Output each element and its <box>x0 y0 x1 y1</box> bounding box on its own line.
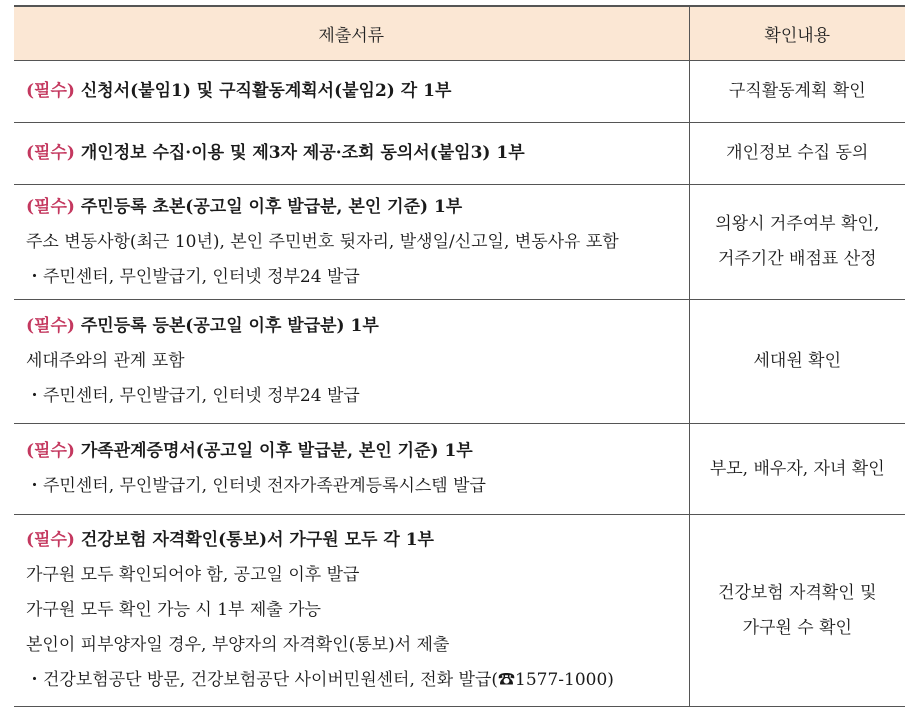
table-row <box>14 123 905 185</box>
check-text: 의왕시 거주여부 확인, <box>715 214 880 234</box>
document-note: 주소 변동사항(최근 10년), 본인 주민번호 뒷자리, 발생일/신고일, 변동사유 포함 <box>26 231 619 252</box>
required-tag: (필수) <box>26 81 75 101</box>
check-cell <box>689 123 905 185</box>
check-cell <box>689 300 905 424</box>
document-note: 세대주와의 관계 포함 <box>26 351 185 371</box>
document-note: ・주민센터, 무인발급기, 인터넷 정부24 발급 <box>26 266 360 287</box>
check-text: 구직활동계획 확인 <box>728 81 866 101</box>
check-text: 세대원 확인 <box>753 351 841 371</box>
table-row <box>14 515 905 707</box>
required-tag: (필수) <box>26 196 75 217</box>
document-table-wrapper <box>14 5 905 707</box>
check-text: 건강보험 자격확인 및 <box>717 582 877 603</box>
document-cell <box>14 515 689 707</box>
document-title-text: 주민등록 등본(공고일 이후 발급분) 1부 <box>74 316 379 336</box>
document-note: 가구원 모두 확인되어야 함, 공고일 이후 발급 <box>26 565 360 585</box>
check-cell <box>689 424 905 515</box>
document-title <box>26 74 689 109</box>
table-row <box>14 300 905 424</box>
document-title <box>26 309 689 344</box>
table-row <box>14 61 905 123</box>
document-note: ・주민센터, 무인발급기, 인터넷 전자가족관계등록시스템 발급 <box>26 476 486 496</box>
document-title <box>26 434 689 469</box>
required-tag: (필수) <box>26 316 75 336</box>
check-text: 개인정보 수집 동의 <box>726 143 869 163</box>
document-title <box>26 190 689 225</box>
document-note: 가구원 모두 확인 가능 시 1부 제출 가능 <box>26 600 321 620</box>
check-text: 가구원 수 확인 <box>742 617 852 638</box>
table-row <box>14 424 905 515</box>
check-cell <box>689 185 905 300</box>
document-title-text: 개인정보 수집·이용 및 제3자 제공·조회 동의서(붙임3) 1부 <box>74 143 525 163</box>
document-title-text: 건강보험 자격확인(통보)서 가구원 모두 각 1부 <box>74 530 434 550</box>
required-tag: (필수) <box>26 530 75 550</box>
table-header-row <box>14 6 905 61</box>
document-cell <box>14 123 689 185</box>
document-title-text: 신청서(붙임1) 및 구직활동계획서(붙임2) 각 1부 <box>74 81 452 101</box>
document-cell <box>14 300 689 424</box>
check-text: 부모, 배우자, 자녀 확인 <box>709 458 885 479</box>
required-tag: (필수) <box>26 441 75 461</box>
check-text: 거주기간 배점표 산정 <box>717 249 877 269</box>
document-title <box>26 523 689 558</box>
document-cell <box>14 424 689 515</box>
document-title-text: 가족관계증명서(공고일 이후 발급분, 본인 기준) 1부 <box>74 441 473 461</box>
header-documents: 제출서류 <box>14 6 689 61</box>
document-title <box>26 136 689 171</box>
check-cell <box>689 515 905 707</box>
document-cell <box>14 185 689 300</box>
document-note: 본인이 피부양자일 경우, 부양자의 자격확인(통보)서 제출 <box>26 635 450 655</box>
document-cell <box>14 61 689 123</box>
table-row <box>14 185 905 300</box>
document-title-text: 주민등록 초본(공고일 이후 발급분, 본인 기준) 1부 <box>74 196 463 217</box>
header-check-contents: 확인내용 <box>689 6 905 61</box>
document-note: ・주민센터, 무인발급기, 인터넷 정부24 발급 <box>26 386 360 406</box>
required-documents-table <box>14 5 905 707</box>
document-note: ・건강보험공단 방문, 건강보험공단 사이버민원센터, 전화 발급(☎1577-1000) <box>26 670 614 690</box>
check-cell <box>689 61 905 123</box>
required-tag: (필수) <box>26 143 75 163</box>
